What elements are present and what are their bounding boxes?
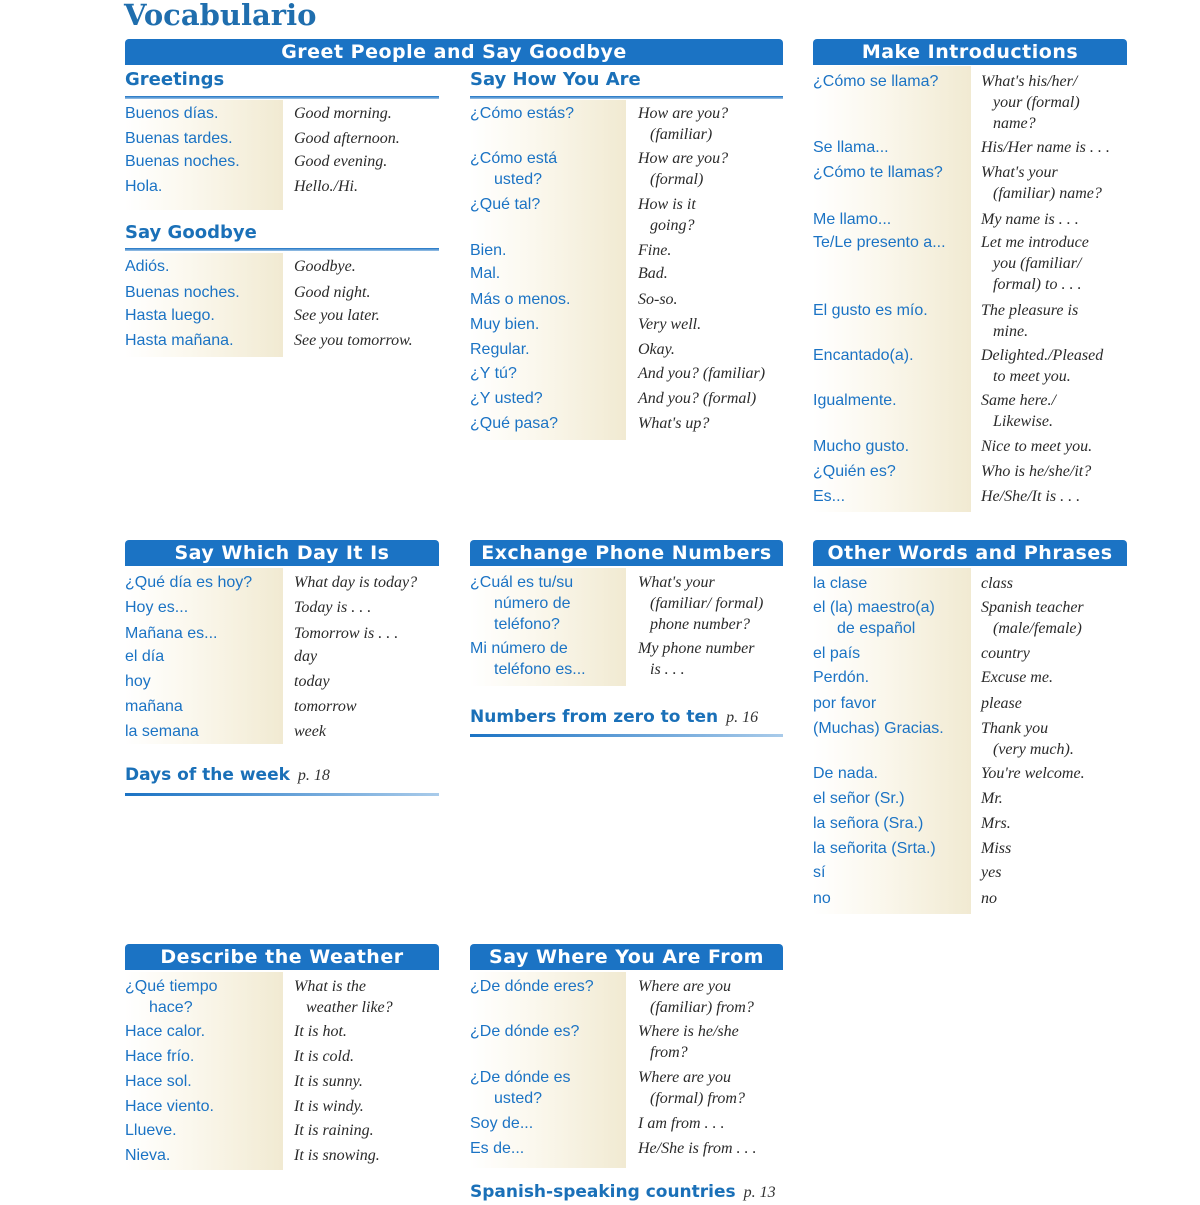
spanish-term: Buenas tardes. (125, 130, 233, 147)
spanish-term: Se llama... (813, 139, 889, 156)
spanish-term: ¿Cuál es tu/su (470, 574, 574, 591)
english-translation: your (formal) (993, 94, 1080, 111)
spanish-term: ¿Cómo está (470, 150, 558, 167)
english-translation: He/She/It is . . . (981, 488, 1081, 505)
english-translation: Delighted./Pleased (981, 347, 1104, 364)
english-translation: What's your (638, 574, 715, 591)
spanish-term: ¿Qué tiempo (125, 978, 218, 995)
spanish-term: Nieva. (125, 1147, 171, 1164)
english-translation: Who is he/she/it? (981, 463, 1092, 480)
spanish-term: Me llamo... (813, 211, 892, 228)
reference-spanish-countries[interactable] (470, 1182, 776, 1202)
spanish-term: ¿Cómo estás? (470, 105, 575, 122)
spanish-term: ¿Quién es? (813, 463, 896, 480)
spanish-term: usted? (494, 171, 543, 188)
english-translation: class (981, 575, 1013, 592)
subheading-how-you-are: Say How You Are (470, 69, 641, 90)
spanish-term: ¿De dónde eres? (470, 978, 594, 995)
spanish-term: la señorita (Srta.) (813, 840, 936, 857)
english-translation: phone number? (650, 616, 750, 633)
english-translation: My phone number (638, 640, 755, 657)
spanish-term: por favor (813, 695, 877, 712)
english-translation: (formal) (650, 171, 704, 188)
english-translation: yes (981, 864, 1002, 881)
spanish-term: El gusto es mío. (813, 302, 928, 319)
english-translation: Very well. (638, 316, 702, 333)
spanish-term: Hasta mañana. (125, 332, 234, 349)
section-header-introductions: Make Introductions (813, 39, 1127, 65)
english-translation: Nice to meet you. (981, 438, 1093, 455)
spanish-term: sí (813, 864, 826, 881)
subheading-rule (125, 96, 439, 99)
english-translation: How are you? (638, 150, 729, 167)
spanish-term: Mal. (470, 265, 501, 282)
section-header-other: Other Words and Phrases (813, 540, 1127, 566)
spanish-term: Llueve. (125, 1122, 177, 1139)
spanish-term: Hola. (125, 178, 163, 195)
subheading-rule (470, 96, 783, 99)
spanish-term: Te/Le presento a... (813, 234, 946, 251)
spanish-term: Es... (813, 488, 846, 505)
reference-label: Days of the week (125, 765, 290, 785)
section-header-day: Say Which Day It Is (125, 540, 439, 566)
spanish-term: ¿Qué pasa? (470, 415, 559, 432)
reference-numbers[interactable] (470, 707, 758, 727)
english-translation: to meet you. (993, 368, 1071, 385)
english-translation: See you tomorrow. (294, 332, 413, 349)
spanish-term: el país (813, 645, 861, 662)
english-translation: Fine. (638, 242, 672, 259)
spanish-term: el día (125, 648, 165, 665)
english-translation: no (981, 890, 997, 907)
section-header-weather: Describe the Weather (125, 944, 439, 970)
reference-page: p. 13 (743, 1184, 776, 1201)
english-translation: Okay. (638, 341, 675, 358)
page-title: Vocabulario (124, 0, 317, 32)
reference-days-of-week[interactable] (125, 765, 330, 785)
spanish-term: ¿De dónde es (470, 1069, 571, 1086)
spanish-term: de español (837, 620, 916, 637)
english-translation: weather like? (306, 999, 393, 1016)
english-translation: It is snowing. (294, 1147, 380, 1164)
english-translation: name? (993, 115, 1036, 132)
english-translation: Mr. (981, 790, 1003, 807)
english-translation: week (294, 723, 326, 740)
english-translation: How are you? (638, 105, 729, 122)
english-translation: Bad. (638, 265, 668, 282)
english-translation: See you later. (294, 307, 380, 324)
spanish-term: Buenos días. (125, 105, 219, 122)
english-translation: you (familiar/ (993, 255, 1082, 272)
spanish-term: hace? (149, 999, 193, 1016)
spanish-term: ¿Y tú? (470, 365, 517, 382)
subheading-rule (125, 248, 439, 251)
subheading-say-goodbye: Say Goodbye (125, 222, 257, 243)
english-translation: (familiar) from? (650, 999, 754, 1016)
spanish-term: el (la) maestro(a) (813, 599, 935, 616)
english-translation: Today is . . . (294, 599, 372, 616)
spanish-term: Hoy es... (125, 599, 189, 616)
spanish-term: Hace viento. (125, 1098, 214, 1115)
reference-page: p. 18 (297, 767, 330, 784)
spanish-term: ¿Qué día es hoy? (125, 574, 253, 591)
english-translation: Let me introduce (981, 234, 1089, 251)
reference-rule (125, 793, 439, 796)
spanish-term: ¿Qué tal? (470, 196, 541, 213)
spanish-term: Bien. (470, 242, 507, 259)
spanish-term: ¿Y usted? (470, 390, 543, 407)
english-translation: Same here./ (981, 392, 1056, 409)
spanish-term: la señora (Sra.) (813, 815, 924, 832)
english-translation: And you? (formal) (638, 390, 757, 407)
english-translation: It is windy. (294, 1098, 364, 1115)
english-translation: Good evening. (294, 153, 388, 170)
spanish-term: teléfono es... (494, 661, 586, 678)
english-translation: Good morning. (294, 105, 392, 122)
english-translation: Hello./Hi. (294, 178, 358, 195)
english-translation: Likewise. (993, 413, 1053, 430)
english-translation: And you? (familiar) (638, 365, 766, 382)
spanish-term: Soy de... (470, 1115, 534, 1132)
spanish-term: hoy (125, 673, 151, 690)
spanish-term: Hace frío. (125, 1048, 195, 1065)
english-translation: Spanish teacher (981, 599, 1084, 616)
english-translation: What's your (981, 164, 1058, 181)
spanish-term: Adiós. (125, 258, 170, 275)
spanish-term: Buenas noches. (125, 284, 240, 301)
english-translation: day (294, 648, 318, 665)
english-translation: Good night. (294, 284, 371, 301)
english-translation: What day is today? (294, 574, 418, 591)
english-translation: It is hot. (294, 1023, 347, 1040)
spanish-term: Mañana es... (125, 625, 218, 642)
spanish-term: usted? (494, 1090, 543, 1107)
english-translation: Where is he/she (638, 1023, 739, 1040)
english-translation: So-so. (638, 291, 678, 308)
spanish-term: ¿Cómo te llamas? (813, 164, 943, 181)
english-translation: formal) to . . . (993, 276, 1082, 293)
english-translation: Miss (981, 840, 1012, 857)
spanish-term: Muy bien. (470, 316, 540, 333)
reference-page: p. 16 (726, 709, 759, 726)
spanish-term: número de (494, 595, 571, 612)
spanish-term: Mi número de (470, 640, 568, 657)
spanish-term: ¿Cómo se llama? (813, 73, 939, 90)
spanish-term: Regular. (470, 341, 530, 358)
english-translation: is . . . (650, 661, 685, 678)
spanish-term: Buenas noches. (125, 153, 240, 170)
english-translation: How is it (638, 196, 696, 213)
spanish-term: mañana (125, 698, 183, 715)
english-translation: He/She is from . . . (638, 1140, 757, 1157)
spanish-term: Igualmente. (813, 392, 897, 409)
english-translation: (male/female) (993, 620, 1082, 637)
section-header-wherefrom: Say Where You Are From (470, 944, 783, 970)
english-translation: (very much). (993, 741, 1074, 758)
spanish-term: Encantado(a). (813, 347, 914, 364)
english-translation: (familiar) name? (993, 185, 1102, 202)
spanish-term: Perdón. (813, 669, 870, 686)
english-translation: (familiar/ formal) (650, 595, 764, 612)
spanish-term: (Muchas) Gracias. (813, 720, 944, 737)
english-translation: His/Her name is . . . (981, 139, 1110, 156)
spanish-term: De nada. (813, 765, 878, 782)
english-translation: It is cold. (294, 1048, 354, 1065)
english-translation: You're welcome. (981, 765, 1085, 782)
english-translation: Where are you (638, 1069, 731, 1086)
english-translation: today (294, 673, 330, 690)
reference-label: Spanish-speaking countries (470, 1182, 736, 1202)
english-translation: Thank you (981, 720, 1049, 737)
spanish-term: Hasta luego. (125, 307, 215, 324)
english-translation: What is the (294, 978, 366, 995)
spanish-term: Más o menos. (470, 291, 571, 308)
english-translation: going? (650, 217, 695, 234)
spanish-term: ¿De dónde es? (470, 1023, 580, 1040)
english-translation: Good afternoon. (294, 130, 400, 147)
spanish-term: Mucho gusto. (813, 438, 910, 455)
english-translation: (formal) from? (650, 1090, 745, 1107)
english-translation: My name is . . . (981, 211, 1079, 228)
spanish-term: Hace sol. (125, 1073, 192, 1090)
english-translation: Goodbye. (294, 258, 356, 275)
english-translation: Excuse me. (981, 669, 1053, 686)
english-translation: please (981, 695, 1022, 712)
spanish-term: teléfono? (494, 616, 560, 633)
english-translation: Tomorrow is . . . (294, 625, 399, 642)
english-translation: It is sunny. (294, 1073, 363, 1090)
section-header-greet: Greet People and Say Goodbye (125, 39, 783, 65)
english-translation: Where are you (638, 978, 731, 995)
spanish-term: el señor (Sr.) (813, 790, 905, 807)
spanish-term: la clase (813, 575, 868, 592)
english-translation: What's up? (638, 415, 710, 432)
section-header-phone: Exchange Phone Numbers (470, 540, 783, 566)
english-translation: tomorrow (294, 698, 357, 715)
subheading-greetings: Greetings (125, 69, 225, 90)
spanish-term: Es de... (470, 1140, 525, 1157)
english-translation: Mrs. (981, 815, 1011, 832)
english-translation: The pleasure is (981, 302, 1079, 319)
spanish-term: la semana (125, 723, 199, 740)
spanish-term: Hace calor. (125, 1023, 206, 1040)
english-translation: It is raining. (294, 1122, 374, 1139)
spanish-term: no (813, 890, 831, 907)
reference-rule (470, 734, 783, 737)
english-translation: I am from . . . (638, 1115, 725, 1132)
english-translation: from? (650, 1044, 688, 1061)
english-translation: (familiar) (650, 126, 713, 143)
reference-label: Numbers from zero to ten (470, 707, 719, 727)
english-translation: country (981, 645, 1030, 662)
english-translation: mine. (993, 323, 1029, 340)
english-translation: What's his/her/ (981, 73, 1078, 90)
